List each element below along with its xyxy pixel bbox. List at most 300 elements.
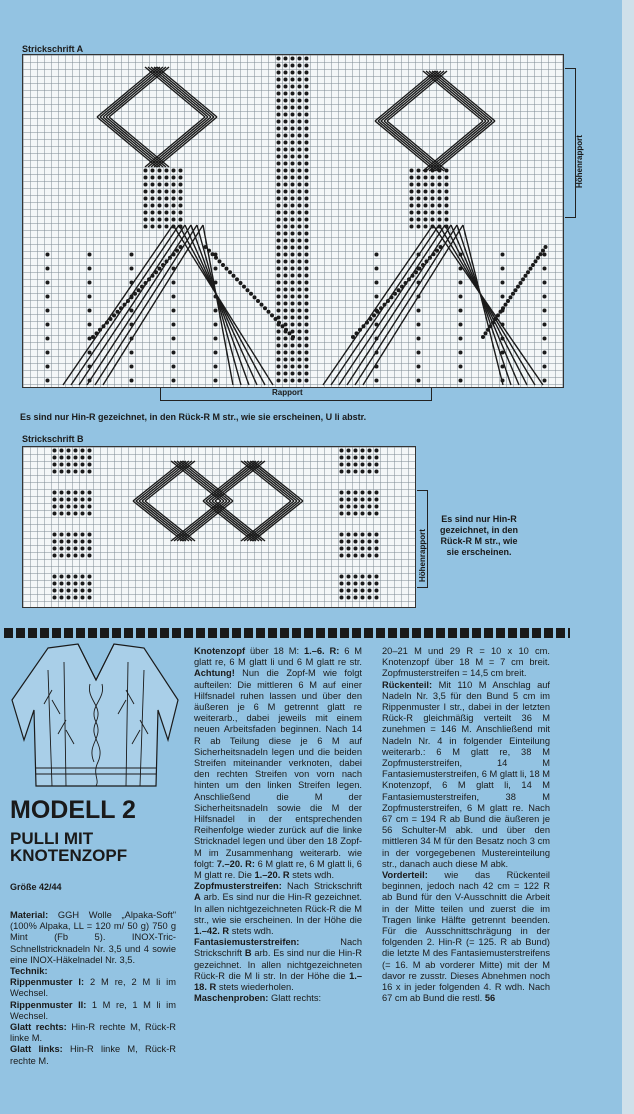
purl-dot <box>375 456 379 460</box>
purl-dot <box>390 295 394 299</box>
purl-dot <box>347 582 351 586</box>
purl-dot <box>305 232 309 236</box>
purl-dot <box>424 211 428 215</box>
rib-pattern-1-label: Rippenmuster I: <box>10 977 85 988</box>
purl-dot <box>298 344 302 348</box>
purl-dot <box>291 64 295 68</box>
diamond-line <box>378 71 438 121</box>
purl-dot <box>393 292 397 296</box>
purl-dot <box>291 316 295 320</box>
purl-dot <box>298 120 302 124</box>
purl-dot <box>74 533 78 537</box>
purl-dot <box>172 295 176 299</box>
purl-dot <box>354 449 358 453</box>
purl-dot <box>354 547 358 551</box>
purl-dot <box>375 512 379 516</box>
purl-dot <box>368 582 372 586</box>
purl-dot <box>425 259 429 263</box>
purl-dot <box>214 267 218 271</box>
diamond-line <box>142 501 192 541</box>
diamond-line <box>142 461 192 501</box>
purl-dot <box>305 127 309 131</box>
purl-dot <box>67 512 71 516</box>
purl-dot <box>305 218 309 222</box>
knot-cable-text: 6 M glatt re, 6 M glatt li, 6 M glatt re. Die <box>194 858 362 881</box>
chart-ref-a: A <box>194 892 201 903</box>
rib-pattern-2-text: 1 M re, 1 M li im Wechsel. <box>10 999 176 1021</box>
purl-dot <box>88 267 92 271</box>
diamond-line <box>154 117 214 167</box>
purl-dot <box>291 162 295 166</box>
diamond-line <box>145 461 195 501</box>
purl-dot <box>376 310 380 314</box>
purl-dot <box>375 547 379 551</box>
purl-dot <box>372 313 376 317</box>
purl-dot <box>74 449 78 453</box>
purl-dot <box>365 321 369 325</box>
purl-dot <box>417 204 421 208</box>
diamond-line <box>154 67 214 117</box>
knot-cable-label: Knotenzopf <box>194 646 246 656</box>
purl-dot <box>277 85 281 89</box>
purl-dot <box>298 106 302 110</box>
purl-dot <box>214 351 218 355</box>
purl-dot <box>214 379 218 383</box>
purl-dot <box>291 134 295 138</box>
purl-dot <box>298 330 302 334</box>
purl-dot <box>445 204 449 208</box>
purl-dot <box>53 470 57 474</box>
purl-dot <box>305 274 309 278</box>
purl-dot <box>424 176 428 180</box>
purl-dot <box>291 190 295 194</box>
purl-dot <box>277 321 281 325</box>
purl-dot <box>340 449 344 453</box>
purl-dot <box>347 547 351 551</box>
purl-dot <box>484 331 488 335</box>
purl-dot <box>253 295 257 299</box>
gauge-label: Maschenproben: <box>194 993 269 1004</box>
purl-dot <box>158 267 162 271</box>
purl-dot <box>67 554 71 558</box>
purl-dot <box>516 285 520 289</box>
purl-dot <box>354 540 358 544</box>
purl-dot <box>74 491 78 495</box>
purl-dot <box>438 211 442 215</box>
knot-cable-text: Nun die Zopf-M wie folgt aufteilen: Die mittleren 6 M auf einer Hilfsnadel ruhen lassen und über den äußeren je 6 M getrennt glatt re weiterarb., dabei jeweils mit einem neuen Arbeitsfaden beginnen. Nach 14 R ab Teilung diese je 6 M auf Sicherheitsnadeln legen und die beiden Streifen miteinander verknoten, dabei den rechten Streifen von vorn nach hinten um den linken Streifen legen. Anschließend die M der Sicherheitsnadeln sowie die M der Hilfsnadel in der entsprechenden Reihenfolge wieder zurück auf die linke Stricknadel legen und über den 18 Zopf-M im Zusammenhang weiterarb. wie folgt: <box>194 668 362 869</box>
purl-dot <box>284 316 288 320</box>
cable-line <box>445 225 527 385</box>
purl-dot <box>179 176 183 180</box>
purl-dot <box>172 379 176 383</box>
cable-line <box>339 225 445 385</box>
purl-dot <box>298 197 302 201</box>
purl-dot <box>354 575 358 579</box>
purl-dot <box>386 299 390 303</box>
purl-dot <box>288 331 292 335</box>
purl-dot <box>179 190 183 194</box>
purl-dot <box>284 288 288 292</box>
purl-dot <box>354 463 358 467</box>
purl-dot <box>88 554 92 558</box>
cable-strip-paragraph <box>194 881 362 937</box>
purl-dot <box>214 365 218 369</box>
purl-dot <box>375 540 379 544</box>
purl-dot <box>88 547 92 551</box>
purl-dot <box>361 456 365 460</box>
stockinette-label: Glatt rechts: <box>10 1022 67 1033</box>
purl-dot <box>431 204 435 208</box>
purl-dot <box>531 263 535 267</box>
purl-dot <box>291 57 295 61</box>
purl-dot <box>291 281 295 285</box>
cable-strip-rows: 1.–42. R <box>194 926 230 937</box>
purl-dot <box>284 232 288 236</box>
chart-ref-b: B <box>244 948 252 959</box>
purl-dot <box>214 323 218 327</box>
purl-dot <box>445 197 449 201</box>
purl-dot <box>361 470 365 474</box>
chart-a-side-label: Höhenrapport <box>575 135 584 188</box>
purl-dot <box>179 183 183 187</box>
purl-dot <box>81 533 85 537</box>
purl-dot <box>305 267 309 271</box>
purl-dot <box>298 148 302 152</box>
purl-dot <box>368 596 372 600</box>
diamond-line <box>145 67 205 117</box>
purl-dot <box>291 274 295 278</box>
purl-dot <box>524 274 528 278</box>
purl-dot <box>291 211 295 215</box>
purl-dot <box>88 533 92 537</box>
purl-dot <box>368 505 372 509</box>
purl-dot <box>340 456 344 460</box>
purl-dot <box>277 148 281 152</box>
purl-dot <box>305 337 309 341</box>
diamond-line <box>375 71 435 121</box>
purl-dot <box>354 512 358 516</box>
purl-dot <box>375 463 379 467</box>
diamond-line <box>244 461 294 501</box>
purl-dot <box>417 176 421 180</box>
purl-dot <box>277 379 281 383</box>
purl-dot <box>291 225 295 229</box>
chart-b-grid <box>22 446 416 608</box>
diamond-line <box>148 117 208 167</box>
purl-dot <box>305 106 309 110</box>
diamond-line <box>133 501 183 541</box>
purl-dot <box>81 582 85 586</box>
purl-dot <box>158 176 162 180</box>
purl-dot <box>298 302 302 306</box>
purl-dot <box>88 512 92 516</box>
purl-dot <box>277 57 281 61</box>
purl-dot <box>340 540 344 544</box>
purl-dot <box>277 225 281 229</box>
diamond-line <box>426 121 486 171</box>
purl-dot <box>291 113 295 117</box>
purl-dot <box>277 127 281 131</box>
purl-dot <box>298 162 302 166</box>
purl-dot <box>431 211 435 215</box>
purl-dot <box>291 71 295 75</box>
purl-dot <box>165 211 169 215</box>
purl-dot <box>298 85 302 89</box>
purl-dot <box>298 246 302 250</box>
purl-dot <box>81 540 85 544</box>
purl-dot <box>305 288 309 292</box>
purl-dot <box>438 183 442 187</box>
purl-dot <box>172 176 176 180</box>
cable-line <box>355 225 457 385</box>
purl-dot <box>277 141 281 145</box>
purl-dot <box>340 463 344 467</box>
purl-dot <box>375 491 379 495</box>
purl-dot <box>410 218 414 222</box>
purl-dot <box>172 252 176 256</box>
purl-dot <box>81 596 85 600</box>
purl-dot <box>179 218 183 222</box>
purl-dot <box>158 225 162 229</box>
purl-dot <box>67 540 71 544</box>
diamond-line <box>253 461 303 501</box>
cable-line <box>197 225 241 385</box>
purl-dot <box>291 232 295 236</box>
purl-dot <box>249 292 253 296</box>
purl-dot <box>67 456 71 460</box>
purl-dot <box>144 204 148 208</box>
purl-dot <box>140 285 144 289</box>
purl-dot <box>123 303 127 307</box>
purl-dot <box>179 169 183 173</box>
purl-dot <box>417 190 421 194</box>
purl-dot <box>298 99 302 103</box>
purl-dot <box>172 204 176 208</box>
purl-dot <box>291 127 295 131</box>
purl-dot <box>67 547 71 551</box>
purl-dot <box>368 498 372 502</box>
cable-line <box>179 225 265 385</box>
purl-dot <box>151 218 155 222</box>
purl-dot <box>305 92 309 96</box>
purl-dot <box>305 358 309 362</box>
purl-dot <box>161 263 165 267</box>
fancy-strip-paragraph <box>194 937 362 993</box>
purl-dot <box>277 64 281 68</box>
purl-dot <box>417 183 421 187</box>
purl-dot <box>53 540 57 544</box>
purl-dot <box>298 358 302 362</box>
purl-dot <box>214 309 218 313</box>
purl-dot <box>417 211 421 215</box>
purl-dot <box>347 470 351 474</box>
purl-dot <box>543 309 547 313</box>
purl-dot <box>67 449 71 453</box>
purl-dot <box>368 463 372 467</box>
chart-a-grid <box>22 54 564 388</box>
purl-dot <box>284 127 288 131</box>
purl-dot <box>361 589 365 593</box>
purl-dot <box>347 498 351 502</box>
diamond-line <box>215 501 265 541</box>
rib-pattern-2-label: Rippenmuster II: <box>10 999 87 1010</box>
purl-dot <box>214 256 218 260</box>
purl-dot <box>277 204 281 208</box>
purl-dot <box>81 547 85 551</box>
purl-dot <box>361 547 365 551</box>
cable-strip-text: stets wdh. <box>229 926 274 937</box>
purl-dot <box>298 57 302 61</box>
diamond-line <box>423 121 483 171</box>
purl-dot <box>417 365 421 369</box>
purl-dot <box>410 225 414 229</box>
diamond-line <box>387 71 447 121</box>
purl-dot <box>305 372 309 376</box>
purl-dot <box>298 295 302 299</box>
purl-dot <box>284 99 288 103</box>
knot-cable-text: über 18 M: <box>245 646 304 656</box>
purl-dot <box>298 183 302 187</box>
purl-dot <box>284 169 288 173</box>
purl-dot <box>340 505 344 509</box>
chart-b-side-label: Höhenrapport <box>418 529 427 582</box>
purl-dot <box>165 190 169 194</box>
purl-dot <box>60 540 64 544</box>
purl-dot <box>53 491 57 495</box>
purl-dot <box>165 218 169 222</box>
purl-dot <box>438 204 442 208</box>
purl-dot <box>354 589 358 593</box>
purl-dot <box>60 512 64 516</box>
purl-dot <box>277 344 281 348</box>
diamond-line <box>241 461 291 501</box>
purl-dot <box>361 449 365 453</box>
purl-dot <box>305 281 309 285</box>
diamond-line <box>157 117 217 167</box>
model-title: MODELL 2 <box>10 796 136 824</box>
purl-dot <box>232 274 236 278</box>
stockinette-text: Hin-R rechte M, Rück-R linke M. <box>10 1022 177 1044</box>
purl-dot <box>284 211 288 215</box>
purl-dot <box>375 505 379 509</box>
purl-dot <box>305 260 309 264</box>
purl-dot <box>526 270 530 274</box>
purl-dot <box>375 596 379 600</box>
purl-dot <box>417 309 421 313</box>
purl-dot <box>284 204 288 208</box>
purl-dot <box>46 267 50 271</box>
purl-dot <box>168 256 172 260</box>
knot-cable-rows: 7.–20. R: <box>216 858 255 869</box>
diamond-line <box>435 121 495 171</box>
cable-strip-text: arb. Es sind nur die Hin-R gezeichnet. In allen nichtgezeichneten Rück-R die M str., wie sie erscheinen. In der Höhe die <box>194 892 362 925</box>
purl-dot <box>151 176 155 180</box>
purl-dot <box>165 176 169 180</box>
purl-dot <box>53 463 57 467</box>
purl-dot <box>147 277 151 281</box>
purl-dot <box>411 274 415 278</box>
purl-dot <box>81 463 85 467</box>
purl-dot <box>81 491 85 495</box>
purl-dot <box>53 449 57 453</box>
purl-dot <box>291 323 295 327</box>
purl-dot <box>277 274 281 278</box>
purl-dot <box>60 505 64 509</box>
purl-dot <box>284 162 288 166</box>
purl-dot <box>298 267 302 271</box>
front-label: Vorderteil: <box>382 870 428 881</box>
purl-dot <box>305 162 309 166</box>
purl-dot <box>509 295 513 299</box>
purl-dot <box>421 263 425 267</box>
purl-dot <box>298 309 302 313</box>
purl-dot <box>67 491 71 495</box>
purl-dot <box>277 162 281 166</box>
purl-dot <box>298 204 302 208</box>
purl-dot <box>368 547 372 551</box>
diamond-line <box>375 121 435 171</box>
purl-dot <box>499 310 503 314</box>
purl-dot <box>46 309 50 313</box>
purl-dot <box>410 211 414 215</box>
purl-dot <box>400 285 404 289</box>
purl-dot <box>410 190 414 194</box>
diamond-line <box>423 71 483 121</box>
diamond-line <box>109 117 169 167</box>
purl-dot <box>340 554 344 558</box>
purl-dot <box>541 249 545 253</box>
cable-line <box>191 225 249 385</box>
purl-dot <box>291 267 295 271</box>
purl-dot <box>277 281 281 285</box>
cable-line <box>463 225 503 385</box>
purl-dot <box>305 99 309 103</box>
purl-dot <box>98 328 102 332</box>
purl-dot <box>305 176 309 180</box>
purl-dot <box>74 512 78 516</box>
diamond-line <box>432 71 492 121</box>
purl-dot <box>354 505 358 509</box>
purl-dot <box>347 575 351 579</box>
purl-dot <box>459 337 463 341</box>
purl-dot <box>375 379 379 383</box>
purl-dot <box>340 596 344 600</box>
fancy-strip-rows: 1.–18. R <box>194 970 362 993</box>
purl-dot <box>130 253 134 257</box>
diamond-line <box>203 501 253 541</box>
purl-dot <box>60 575 64 579</box>
purl-dot <box>119 306 123 310</box>
purl-dot <box>511 292 515 296</box>
purl-dot <box>46 351 50 355</box>
purl-dot <box>172 183 176 187</box>
purl-dot <box>81 456 85 460</box>
diamond-line <box>241 501 291 541</box>
purl-dot <box>354 533 358 537</box>
diamond-line <box>378 121 438 171</box>
purl-dot <box>53 505 57 509</box>
purl-dot <box>431 190 435 194</box>
diamond-line <box>100 117 160 167</box>
purl-dot <box>340 575 344 579</box>
purl-dot <box>74 463 78 467</box>
purl-dot <box>438 190 442 194</box>
purl-dot <box>417 379 421 383</box>
purl-dot <box>481 335 485 339</box>
purl-dot <box>417 218 421 222</box>
purl-dot <box>284 225 288 229</box>
purl-dot <box>284 148 288 152</box>
